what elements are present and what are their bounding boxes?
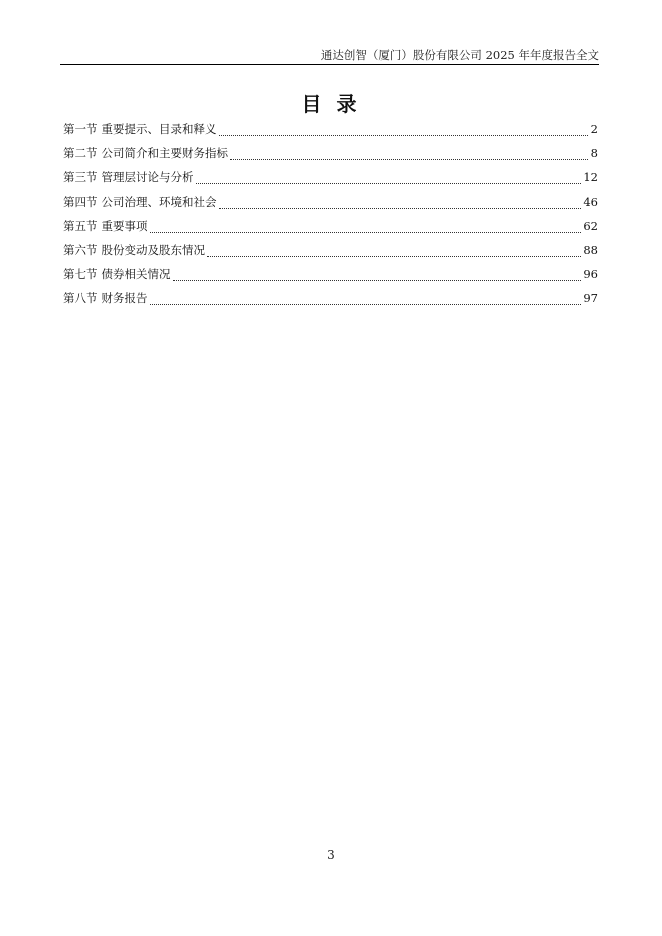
toc-section-number: 第五节 [63,218,98,233]
toc-section-title: 股份变动及股东情况 [101,242,205,257]
page-number: 3 [327,848,335,862]
toc-page-number: 97 [583,291,598,306]
toc-section-number: 第七节 [63,267,98,282]
toc-entry-8[interactable] [63,289,598,313]
running-header: 通达创智（厦门）股份有限公司 2025 年年度报告全文 [320,48,599,62]
toc-section-title: 重要事项 [101,218,148,233]
toc-section-number: 第四节 [63,194,98,209]
toc-section-number: 第八节 [63,291,98,306]
toc-section-number: 第三节 [63,170,98,185]
toc-page-number: 8 [590,146,598,161]
page-title: 目 录 [301,92,361,116]
toc-page-number: 46 [583,194,598,209]
toc-dot-leader [230,158,588,160]
toc-entry-1[interactable] [63,120,598,144]
toc-section-title: 公司简介和主要财务指标 [101,146,228,161]
header-rule [60,64,599,65]
toc-page-number: 96 [583,267,598,282]
toc-dot-leader [150,231,582,233]
toc-section-title: 公司治理、环境和社会 [101,194,217,209]
toc-section-title: 管理层讨论与分析 [101,170,194,185]
toc-section-number: 第一节 [63,122,98,136]
toc-entry-2[interactable] [63,144,598,168]
toc-section-number: 第六节 [63,242,98,257]
toc-section-number: 第二节 [63,146,98,161]
toc-section-title: 债券相关情况 [101,267,171,282]
toc-entry-6[interactable] [63,241,598,265]
toc-page-number: 12 [583,170,598,185]
toc-dot-leader [150,303,582,305]
toc-entry-7[interactable] [63,265,598,289]
toc-page-number: 2 [590,122,598,136]
toc-entry-4[interactable] [63,193,598,217]
toc-section-title: 重要提示、目录和释义 [101,122,217,136]
toc-dot-leader [196,182,582,184]
toc-entry-3[interactable] [63,168,598,192]
toc-dot-leader [173,279,582,281]
toc-section-title: 财务报告 [101,291,148,306]
toc-page-number: 88 [583,242,598,257]
toc-entry-5[interactable] [63,217,598,241]
toc-dot-leader [207,255,581,257]
table-of-contents [63,120,598,314]
toc-dot-leader [219,134,589,136]
toc-dot-leader [219,207,582,209]
toc-page-number: 62 [583,218,598,233]
